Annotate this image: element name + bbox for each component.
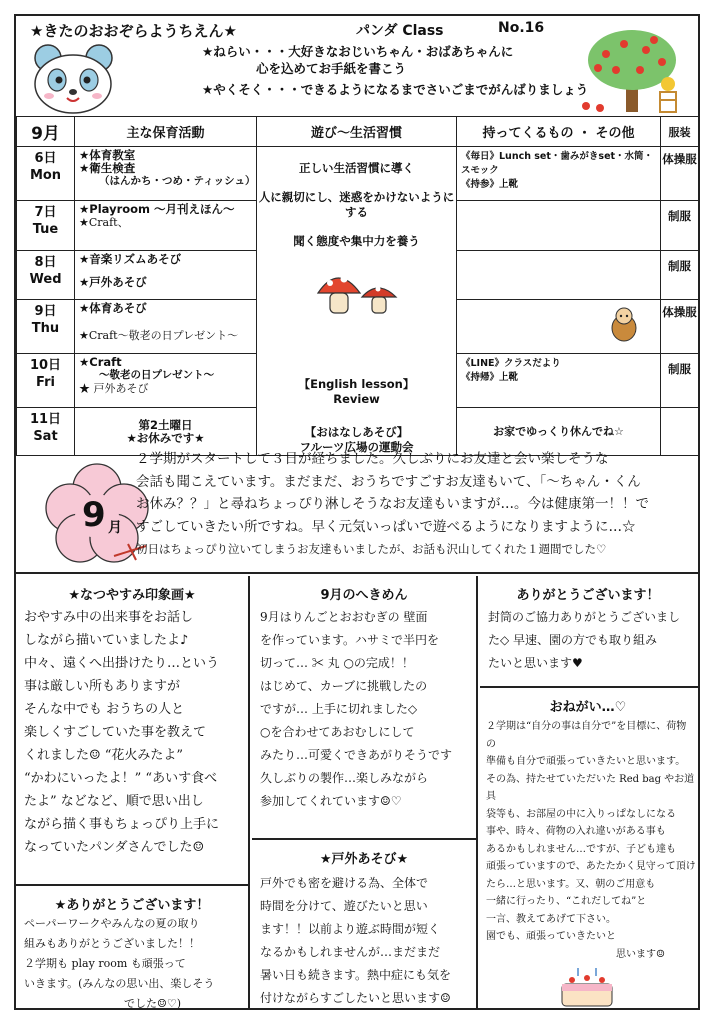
right-column xyxy=(480,576,698,1010)
text-line: ２学期は“自分の事は自分で”を目標に、荷物の xyxy=(486,721,687,750)
request-box-title: おねがい…♡ xyxy=(549,700,627,715)
issue-number: No.16 xyxy=(498,20,545,36)
activity-cell xyxy=(75,147,257,201)
summer-box-text xyxy=(24,606,246,859)
header xyxy=(16,16,698,116)
thanks-box-text xyxy=(24,914,246,1010)
intro-line: ２学期がスタートして３日が経ちました。久しぶりにお友達と会い楽しそうな xyxy=(136,451,609,467)
text-line: 事は厳しい所もありますが xyxy=(24,679,181,694)
habit-line: 正しい生活習慣に導く xyxy=(299,161,414,175)
text-line: 参加してくれています☺♡ xyxy=(260,794,402,808)
bring-cell xyxy=(457,250,661,300)
text-line: たよ” などなど、順で思い出し xyxy=(24,794,204,809)
aim-line-1: ★ねらい・・・大好きなおじいちゃん・おばあちゃんに xyxy=(202,44,514,59)
text-line: たいと思います♥ xyxy=(488,656,583,670)
date-label: 7日 xyxy=(34,205,57,221)
date-label: 10日 xyxy=(29,358,62,374)
text-line: なるかもしれませんが…まだまだ xyxy=(260,945,441,959)
text-line: みたり…可愛くできあがりそうです xyxy=(260,748,453,762)
text-line: 組みもありがとうございました！！ xyxy=(24,937,200,950)
activities-header: 主な保育活動 xyxy=(75,117,257,147)
divider xyxy=(480,686,698,688)
day-cell xyxy=(17,354,75,408)
intro-line: 初日はちょっぴり泣いてしまうお友達もいましたが、お話も沢山してくれた１週間でした♡ xyxy=(136,542,607,556)
clothing-gym: 体操服 xyxy=(662,152,697,166)
text-line: 袋等も、お部屋の中に入りっぱなしになる xyxy=(486,808,676,820)
bring-cell xyxy=(457,147,661,201)
text-line: ながら描く事もちょっぴり上手に xyxy=(24,817,220,832)
mushroom-illustration xyxy=(312,263,402,319)
month-number: 9 xyxy=(82,495,106,535)
weekday-label: Mon xyxy=(29,168,62,183)
activity-handwritten: ★ 戸外あそび xyxy=(79,382,149,396)
bring-header: 持ってくるもの ・ その他 xyxy=(457,117,661,147)
text-line: その為、持たせていただいた Red bag やお道具 xyxy=(486,773,695,802)
bring-carry-in: 《持参》上靴 xyxy=(461,179,519,190)
activity-line: ★体育教室 xyxy=(79,148,136,162)
activity-line: ★戸外あそび xyxy=(79,274,147,289)
text-line: くれました☺ “花火みたよ” xyxy=(24,748,184,763)
english-lesson-topic: Review xyxy=(333,392,380,406)
text-line: そんな中でも おうちの人と xyxy=(24,702,185,717)
school-name: ★きたのおおぞらようちえん★ xyxy=(30,22,237,40)
text-line: ○を合わせてあおむしにして xyxy=(260,725,415,739)
weekend-note: お家でゆっくり休んでね☆ xyxy=(493,424,624,438)
story-play-topic: フルーツ広場の運動会 xyxy=(299,440,414,454)
intro-line: すごしていきたい所ですね。早く元気いっぱいで遊べるようになりますように…☆ xyxy=(136,518,636,535)
weekday-label: Tue xyxy=(32,222,59,238)
text-line: 暑い日も続きます。熱中症にも気を xyxy=(260,968,452,982)
activity-line: ★体育あそび xyxy=(79,301,147,316)
text-line: なっていたパンダさんでした☺ xyxy=(24,840,205,855)
text-line: 戸外でも密を避ける為、全体で xyxy=(260,876,429,890)
text-line: 時間を分けて、遊びたいと思い xyxy=(260,899,428,913)
text-line: いきます。(みんなの思い出、楽しそう xyxy=(24,977,215,990)
text-line: 事や、時々、荷物の入れ違いがある事も xyxy=(486,826,666,837)
text-line: 付けながらすごしたいと思います☺ xyxy=(260,991,451,1005)
middle-column xyxy=(252,576,478,1010)
habits-header: 遊び～生活習慣 xyxy=(257,117,457,147)
wall-box-text xyxy=(260,606,474,813)
clothing-cell xyxy=(661,354,699,408)
day-cell xyxy=(17,147,75,201)
day-cell xyxy=(17,300,75,354)
intro-line: 会話も聞こえています。まだまだ、おうちですごすお友達もいて、「～ちゃん・くん xyxy=(136,473,641,490)
birthday-cake-illustration xyxy=(552,962,622,1010)
habit-line: 聞く態度や集中力を養う xyxy=(293,234,420,248)
activity-cell xyxy=(75,300,257,354)
weekday-label: Thu xyxy=(31,321,60,337)
envelope-thanks-text xyxy=(488,606,694,675)
clothing-cell xyxy=(661,300,699,354)
text-line: 思います☺ xyxy=(616,948,665,960)
newsletter-sheet xyxy=(14,14,700,1010)
bring-cell xyxy=(457,201,661,251)
date-label: 8日 xyxy=(34,254,57,270)
date-label: 9日 xyxy=(34,304,57,320)
text-line: 切って… ✂ 丸 ○の完成！！ xyxy=(260,656,414,670)
activity-line: ★Playroom ～月刊えほん～ xyxy=(79,202,235,217)
habits-cell xyxy=(257,147,457,456)
english-lesson-title: 【English lesson】 xyxy=(298,377,415,391)
activity-note: ～敬老の日プレゼント～ xyxy=(99,369,215,382)
bring-line-notice: 《LINE》クラスだより xyxy=(461,358,561,370)
request-box-text xyxy=(486,718,696,963)
text-line: 中々、遠くへ出掛けたり…という xyxy=(24,656,220,671)
activity-handwritten: ★Craft～敬老の日プレゼント～ xyxy=(79,329,239,343)
habit-line: 人に親切にし、迷惑をかけないようにする xyxy=(258,190,455,219)
story-play-title: 【おはなしあそび】 xyxy=(304,425,409,439)
intro-section xyxy=(16,444,698,574)
day-cell xyxy=(17,250,75,300)
date-label: 6日 xyxy=(34,151,57,166)
class-name: パンダ Class xyxy=(356,23,444,39)
text-line: はじめて、カーブに挑戦したの xyxy=(260,679,428,693)
hedgehog-illustration xyxy=(609,304,639,344)
activity-line: ★お休みです★ xyxy=(126,430,205,445)
intro-text xyxy=(136,448,692,561)
text-line: 一言、教えてあげて下さい。 xyxy=(486,913,616,925)
text-line: あるかもしれません…ですが、子ども達も xyxy=(486,843,676,855)
divider xyxy=(252,838,478,840)
thanks-box-title: ★ありがとうございます！ xyxy=(54,898,210,913)
weekday-label: Fri xyxy=(36,375,55,391)
text-line: 園でも、頑張っていきたいと xyxy=(486,931,616,942)
envelope-thanks-title: ありがとうございます！ xyxy=(516,588,660,603)
bring-daily: 《毎日》Lunch set・歯みがきset・水筒・スモック xyxy=(461,151,654,176)
activity-cell xyxy=(75,250,257,300)
left-column xyxy=(16,576,250,1010)
text-line: “かわにいったよ！” “あいす食べ xyxy=(24,771,218,786)
aim-line-2: 心を込めてお手紙を書こう xyxy=(256,61,407,76)
divider xyxy=(16,884,250,886)
apple-tree-illustration xyxy=(576,26,688,114)
text-line: 一緒に行ったり、“これだしてね”と xyxy=(486,896,647,907)
activity-cell xyxy=(75,354,257,408)
text-line: 9月はりんごとおおむぎの 壁面 xyxy=(260,610,428,624)
clothing-header: 服装 xyxy=(661,117,699,147)
activity-cell xyxy=(75,201,257,251)
clothing-uniform: 制服 xyxy=(668,362,691,377)
text-line: た◇ 早速、園の方でも取り組み xyxy=(488,633,658,647)
clothing-uniform: 制服 xyxy=(668,258,691,273)
text-line: 準備も自分で頑張っていきたいと思います。 xyxy=(486,756,686,767)
activity-handwritten: ★Craft、 xyxy=(79,216,129,230)
outdoor-box-text xyxy=(260,872,474,1010)
month-header: 9月 xyxy=(17,117,75,147)
text-line: おやすみ中の出来事をお話し xyxy=(24,610,194,625)
activity-line: ★Craft xyxy=(79,355,122,370)
clothing-uniform: 制服 xyxy=(668,209,691,224)
outdoor-box-title: ★戸外あそび★ xyxy=(319,852,409,867)
text-line: たら…と思います。又、朝のご用意も xyxy=(486,878,656,890)
day-cell xyxy=(17,201,75,251)
weekly-schedule-table xyxy=(16,116,699,456)
promise-line: ★やくそく・・・できるようになるまでさいごまでがんばりましょう xyxy=(202,82,589,97)
bring-cell xyxy=(457,300,661,354)
text-line: でした☺♡) xyxy=(124,997,182,1010)
text-line: しながら描いていましたよ♪ xyxy=(24,633,189,648)
text-line: ます！！以前より遊ぶ時間が短く xyxy=(260,922,441,936)
date-label: 11日 xyxy=(29,412,62,428)
text-line: 楽しくすごしていた事を教えて xyxy=(24,725,207,740)
panda-illustration xyxy=(26,40,121,115)
text-line: を作っています。ハサミで半円を xyxy=(260,633,440,647)
weekday-label: Sat xyxy=(33,429,58,445)
clothing-cell xyxy=(661,250,699,300)
text-line: 久しぶりの製作…楽しみながら xyxy=(260,771,429,785)
clothing-gym: 体操服 xyxy=(662,305,697,320)
month-unit: 月 xyxy=(108,520,122,536)
activity-line: ★音楽リズムあそび xyxy=(79,251,182,266)
text-line: 封筒のご協力ありがとうございまし xyxy=(488,610,681,624)
weekday-label: Wed xyxy=(29,271,62,287)
activity-note: （はんかち・つめ・ティッシュ） xyxy=(99,175,256,187)
text-line: ですが… 上手に切れました◇ xyxy=(260,702,418,716)
activity-line: 第2土曜日 xyxy=(138,417,193,432)
activity-line: ★衛生検査 xyxy=(79,161,136,175)
clothing-cell xyxy=(661,201,699,251)
intro-line: お休み？？」と尋ねちょっぴり淋しそうなお友達もいますが…。今は健康第一！！で xyxy=(136,496,649,512)
text-line: ペーパーワークやみんなの夏の取り xyxy=(24,917,200,930)
bring-cell xyxy=(457,354,661,408)
summer-box-title: ★なつやすみ印象画★ xyxy=(68,588,196,603)
clothing-cell xyxy=(661,147,699,201)
text-line: 頑張っていますので、あたたかく見守って頂け xyxy=(486,861,696,872)
text-line: ２学期も play room も頑張って xyxy=(24,957,186,970)
bring-carry-home: 《持帰》上靴 xyxy=(461,372,519,384)
wall-box-title: 9月のへきめん xyxy=(320,588,408,603)
